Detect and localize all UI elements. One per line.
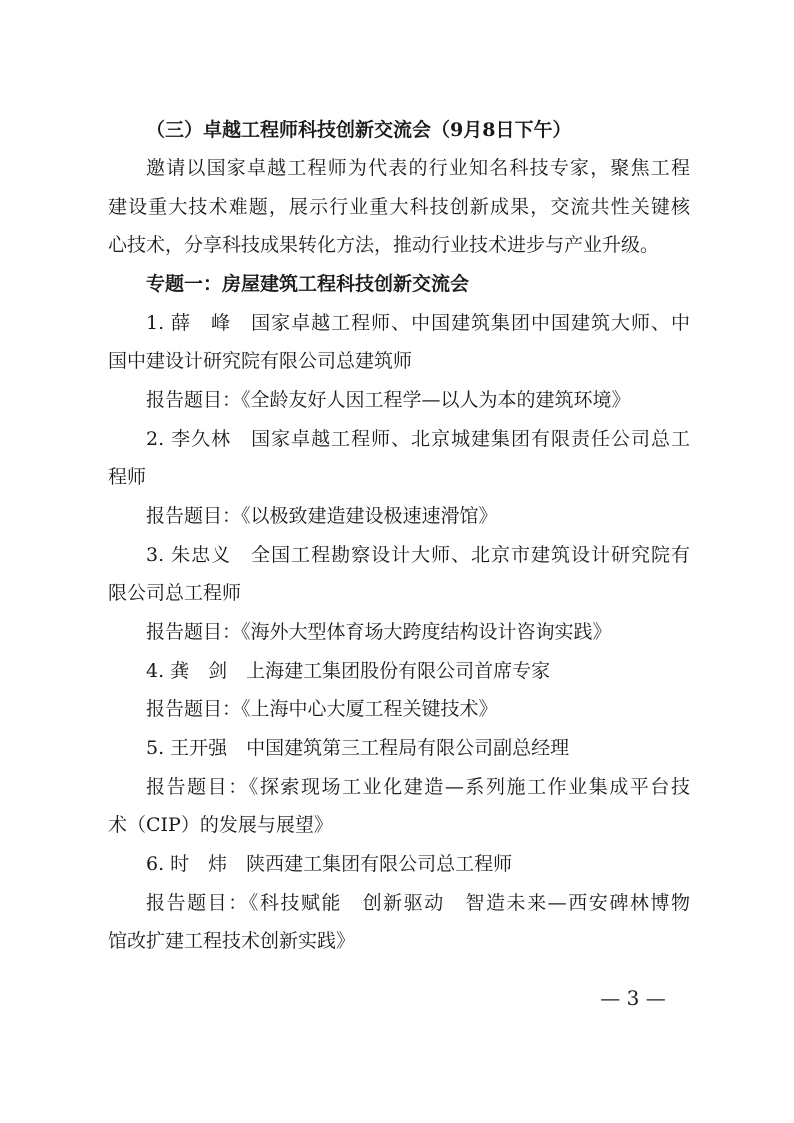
speaker-6-line-1: 6. 时 炜 陕西建工集团有限公司总工程师 — [146, 853, 513, 875]
speaker-3-report: 报告题目：《海外大型体育场大跨度结构设计咨询实践》 — [146, 621, 612, 643]
speaker-2-line-2: 程师 — [108, 466, 147, 488]
speaker-3-line-1: 3. 朱忠义 全国工程勘察设计大师、北京市建筑设计研究院有 — [146, 544, 690, 566]
speaker-5-report-line-2: 术（CIP）的发展与展望》 — [108, 814, 333, 836]
speaker-5-line-1: 5. 王开强 中国建筑第三工程局有限公司副总经理 — [146, 737, 570, 759]
intro-line-2: 建设重大技术难题，展示行业重大科技创新成果，交流共性关键核 — [108, 196, 690, 218]
intro-line-1: 邀请以国家卓越工程师为代表的行业知名科技专家，聚焦工程 — [146, 157, 690, 179]
speaker-6-report-line-2: 馆改扩建工程技术创新实践》 — [108, 930, 356, 952]
speaker-5-report-line-1: 报告题目：《探索现场工业化建造—系列施工作业集成平台技 — [146, 776, 690, 798]
speaker-4-line-1: 4. 龚 剑 上海建工集团股份有限公司首席专家 — [146, 660, 551, 682]
speaker-1-report: 报告题目：《全龄友好人因工程学—以人为本的建筑环境》 — [146, 389, 631, 411]
intro-line-3: 心技术，分享科技成果转化方法，推动行业技术进步与产业升级。 — [108, 234, 660, 256]
speaker-6-report-line-1: 报告题目：《科技赋能 创新驱动 智造未来—西安碑林博物 — [146, 892, 690, 914]
speaker-4-report: 报告题目：《上海中心大厦工程关键技术》 — [146, 698, 498, 720]
section-heading: （三）卓越工程师科技创新交流会（9月8日下午） — [146, 119, 572, 141]
page-number: — 3 — — [600, 986, 666, 1010]
speaker-1-line-2: 国中建设计研究院有限公司总建筑师 — [108, 350, 413, 372]
topic-heading: 专题一：房屋建筑工程科技创新交流会 — [146, 273, 470, 295]
speaker-3-line-2: 限公司总工程师 — [108, 582, 242, 604]
speaker-1-line-1: 1. 薛 峰 国家卓越工程师、中国建筑集团中国建筑大师、中 — [146, 312, 690, 334]
speaker-2-line-1: 2. 李久林 国家卓越工程师、北京城建集团有限责任公司总工 — [146, 428, 690, 450]
speaker-2-report: 报告题目：《以极致建造建设极速速滑馆》 — [146, 505, 498, 527]
